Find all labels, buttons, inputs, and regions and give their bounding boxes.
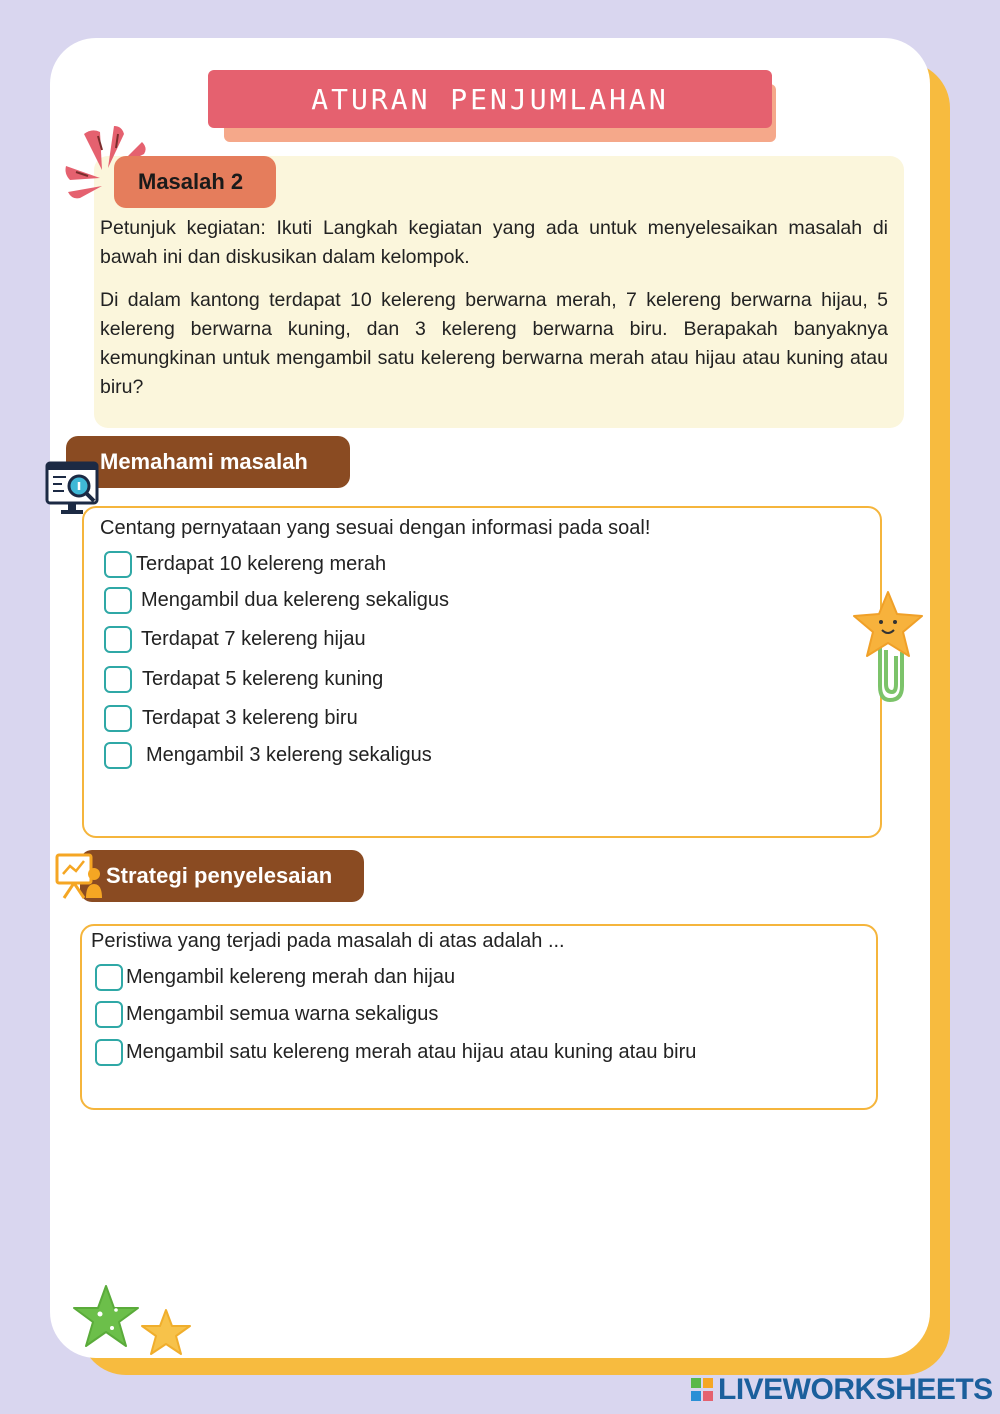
option-label: Terdapat 3 kelereng biru [142, 707, 358, 729]
problem-statement: Di dalam kantong terdapat 10 kelereng berwarna merah, 7 kelereng berwarna hijau, 5 kelereng berwarna kuning, dan 3 kelereng berwarna biru. Berapakah banyaknya kemungkinan untuk mengambil satu kelereng berwarna merah atau hijau atau kuning atau biru? [100, 289, 888, 398]
option-label: Terdapat 10 kelereng merah [136, 553, 387, 575]
option-label: Mengambil dua kelereng sekaligus [141, 589, 449, 611]
strategy-option-2[interactable] [95, 1001, 438, 1028]
checkbox[interactable] [104, 705, 132, 732]
checkbox[interactable] [104, 587, 132, 614]
section-heading-strategi: Strategi penyelesaian [80, 850, 364, 902]
understand-prompt: Centang pernyataan yang sesuai dengan informasi pada soal! [100, 517, 651, 539]
section-heading-memahami: Memahami masalah [66, 436, 350, 488]
checkbox[interactable] [104, 742, 132, 769]
option-label: Terdapat 5 kelereng kuning [142, 668, 384, 690]
liveworksheets-footer[interactable] [690, 1374, 993, 1406]
option-label: Mengambil satu kelereng merah atau hijau atau kuning atau biru [126, 1041, 697, 1063]
option-label: Mengambil semua warna sekaligus [126, 1003, 439, 1025]
understand-option-3[interactable] [104, 626, 366, 653]
checkbox[interactable] [104, 666, 132, 693]
problem-badge: Masalah 2 [114, 156, 276, 208]
liveworksheets-logo-icon [690, 1376, 714, 1404]
option-label: Terdapat 7 kelereng hijau [141, 628, 366, 650]
understand-option-6[interactable] [104, 742, 432, 769]
strategy-option-1[interactable] [95, 964, 455, 991]
page-title: ATURAN PENJUMLAHAN [208, 70, 772, 128]
checkbox[interactable] [104, 551, 132, 578]
understand-option-4[interactable] [104, 666, 383, 693]
instruction-text: Petunjuk kegiatan: Ikuti Langkah kegiatan yang ada untuk menyelesaikan masalah di bawah ini dan diskusikan dalam kelompok. [100, 217, 888, 268]
star-paperclip-icon [852, 590, 924, 708]
checkbox[interactable] [104, 626, 132, 653]
checkbox[interactable] [95, 1001, 123, 1028]
presentation-board-icon [54, 852, 104, 902]
stars-decoration-icon [70, 1284, 200, 1364]
strategy-option-3[interactable] [95, 1039, 696, 1066]
checkbox[interactable] [95, 1039, 123, 1066]
brand-text: LIVEWORKSHEETS [718, 1373, 993, 1406]
option-label: Mengambil 3 kelereng sekaligus [146, 744, 432, 766]
strategy-prompt: Peristiwa yang terjadi pada masalah di atas adalah ... [91, 930, 565, 952]
understand-option-1[interactable] [104, 551, 386, 578]
option-label: Mengambil kelereng merah dan hijau [126, 966, 456, 988]
checkbox[interactable] [95, 964, 123, 991]
understand-option-2[interactable] [104, 587, 449, 614]
understand-option-5[interactable] [104, 705, 358, 732]
